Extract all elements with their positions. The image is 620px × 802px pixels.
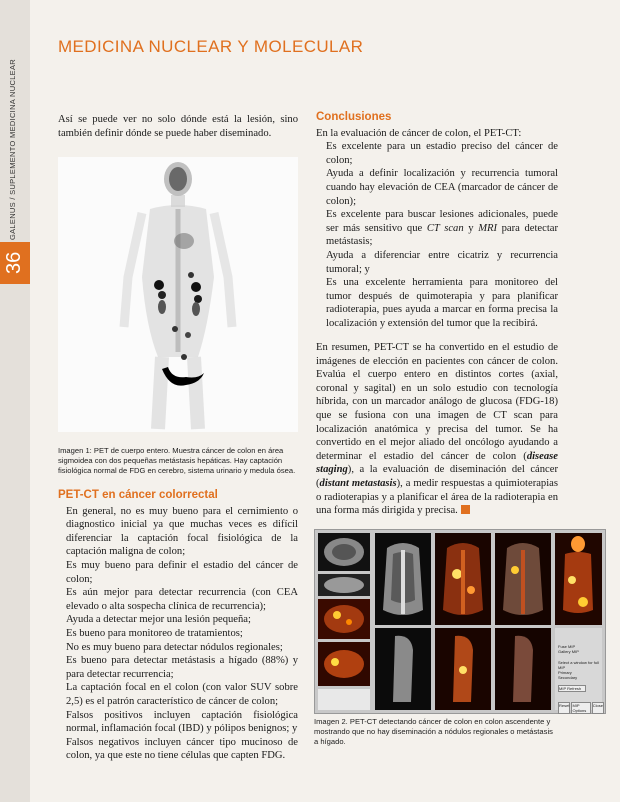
figure1-caption: Imagen 1: PET de cuerpo entero. Muestra cáncer de colon en área sigmoidea con dos pequeñas metástasis hepáticas. Hay captación fisiológica normal de FDG en cerebro, sistema urinario y medula ósea. — [58, 446, 296, 475]
select-window-label: Select a window for full MIP — [558, 660, 599, 670]
list-item: Es una excelente herramienta para monitoreo del tumor después de quimoterapia y para planificar radioterapia, pues ayuda a marcar en forma precisa la localización y extensión del tumor que la recibirá. — [326, 277, 558, 329]
mip-controls — [558, 644, 602, 692]
figure2-caption: Imagen 2. PET-CT detectando cáncer de colon en colon ascendente y mostrando que no hay diseminación a nódulos regionales o metástasis a hígado. — [314, 717, 553, 746]
list-item: Falsos positivos incluyen captación fisiológica normal, inflamación focal (IBD) y pólipos benignos; y — [66, 709, 298, 735]
conclusions-heading: Conclusiones — [316, 111, 392, 123]
primary-radio[interactable]: Primary — [558, 670, 572, 675]
list-item: Ayuda a diferenciar entre cicatriz y recurrencia tumoral; y — [326, 249, 558, 275]
page-number: 36 — [3, 251, 25, 274]
summary-part: ), a medir respuestas a quimioterapias o radioterapias y a planificar el área de la radioterapia en una forma más dirigida y precisa. — [316, 477, 558, 517]
list-item: Ayuda a definir localización y recurrencia tumoral cuando hay elevación de CEA (marcador de cáncer de colon); — [326, 168, 558, 207]
end-mark-icon — [461, 505, 470, 514]
summary-emphasis: distant metastasis — [319, 477, 397, 489]
list-item: Es bueno para detectar metástasis a hígado (88%) y para detectar recurrencia; — [66, 655, 298, 680]
pet-whole-body-image — [58, 157, 298, 432]
summary-part: En resumen, PET-CT se ha convertido en el estudio de imágenes de elección en pacientes con cáncer de colon. Evalúa el cuerpo entero en distintos cortes (axial, coronal y sagital) en un solo estudio con tecnología híbrida, con un marcador análogo de glucosa (FDG-18) que se fusiona con una imagen de CT scan para localización anatómica y precisa del tumor. Se ha convertido en el mejor aliado del oncólogo ayudando a determinar el estadio del cáncer de colon ( — [316, 342, 558, 462]
item-emphasis: CT scan — [426, 222, 464, 234]
list-item: En general, no es muy bueno para el cernimiento o diagnostico inicial ya que muchas veces es difícil diferenciar la captación focal fisiológica de la captación maligna de colon; — [66, 505, 298, 558]
gallery-mip-option[interactable]: Gallery MIP — [558, 649, 579, 654]
page-number-box — [0, 242, 30, 284]
list-item: Es aún mejor para detectar recurrencia (con CEA elevado o alta sospecha clínica de recurrencia); — [66, 587, 298, 612]
mip-options-button[interactable]: MIP Options — [571, 702, 590, 714]
item-text: para detectar metástasis; — [326, 222, 558, 248]
summary-paragraph — [316, 341, 558, 518]
bottom-buttons — [558, 702, 604, 714]
close-button[interactable]: Close — [592, 702, 604, 714]
list-item: No es muy bueno para detectar nódulos regionales; — [66, 641, 283, 653]
list-item: Es excelente para un estadio preciso del cáncer de colon; — [326, 141, 558, 166]
pet-ct-software-image — [314, 529, 606, 714]
fuse-mip-option[interactable]: Fuse MIP — [558, 644, 576, 649]
side-vertical-text: GALENUS / SUPLEMENTO MEDICINA NUCLEAR — [8, 59, 17, 240]
list-item: Es muy bueno para definir el estadio del cáncer de colon; — [66, 559, 298, 585]
summary-part: ), a la evaluación de diseminación del cáncer ( — [316, 464, 558, 489]
list-item: Ayuda a detectar mejor una lesión pequeña; — [66, 614, 251, 626]
item-text: Es excelente para buscar lesiones adicionales, puede ser más sensitivo que — [326, 209, 558, 234]
pet-ct-heading: PET-CT en cáncer colorrectal — [58, 489, 218, 501]
summary-text — [316, 341, 558, 518]
secondary-radio[interactable]: Secondary — [558, 675, 578, 680]
list-item: Es bueno para monitoreo de tratamientos; — [66, 627, 243, 639]
page-title: MEDICINA NUCLEAR Y MOLECULAR — [58, 37, 364, 56]
list-item: La captación focal en el colon (con valor SUV sobre 2,5) es el patrón característico de cáncer de colon; — [66, 682, 298, 707]
item-emphasis: MRI — [478, 222, 498, 234]
list-item — [316, 208, 558, 249]
conclusions-lead: En la evaluación de cáncer de colon, el PET-CT: — [316, 127, 522, 139]
reset-button[interactable]: Reset — [558, 702, 570, 714]
summary-emphasis: disease staging — [316, 450, 558, 476]
intro-paragraph — [58, 113, 298, 140]
intro-text: Así se puede ver no solo dónde está la lesión, sino también definir dónde se puede haber diseminado. — [58, 114, 298, 139]
list-item: Falsos negativos incluyen cáncer tipo mucinoso de colon, ya que este no tiene células que capten FDG. — [66, 736, 298, 762]
mip-refresh-button[interactable]: MIP Refresh — [558, 685, 586, 692]
pet-body-graphic — [58, 157, 298, 432]
item-text: y — [463, 222, 479, 234]
conclusions-section — [316, 111, 558, 331]
pet-ct-section — [58, 489, 298, 763]
